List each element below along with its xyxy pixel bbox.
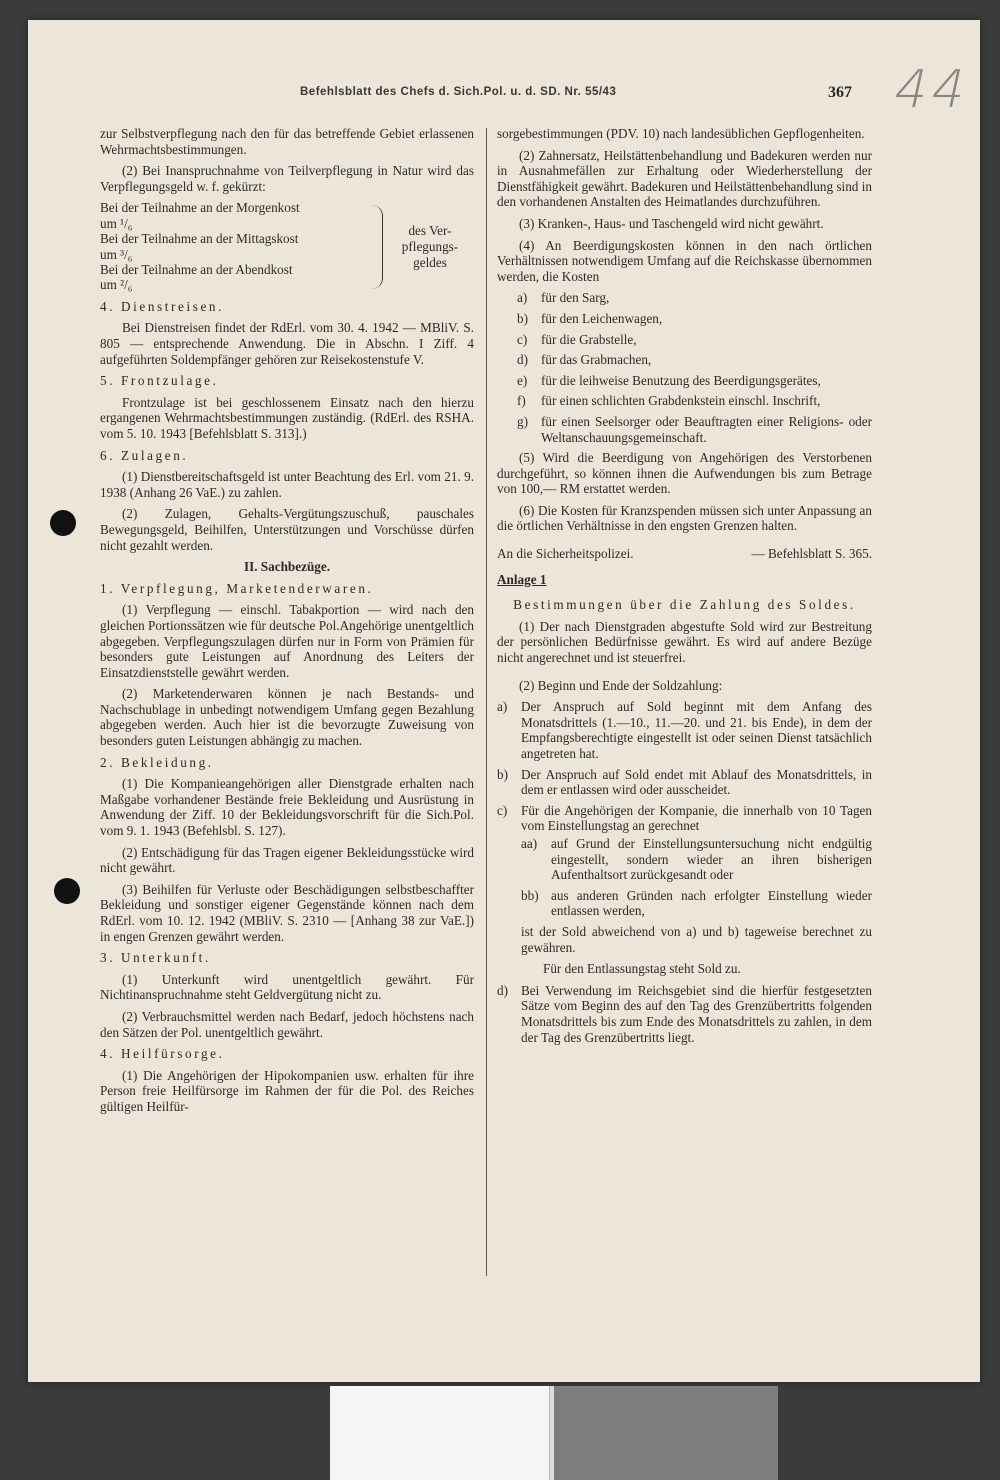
list-item bbox=[517, 290, 872, 306]
paragraph: (2) Bei Inanspruchnahme von Teilverpflegung in Natur wird das Verpflegungsgeld w. f. gekürzt: bbox=[100, 163, 474, 194]
list-text: für das Grabmachen, bbox=[541, 352, 652, 368]
annex-label: Anlage 1 bbox=[497, 571, 547, 587]
clause-label: c) bbox=[497, 802, 508, 818]
paragraph: (1) Die Angehörigen der Hipokompanien usw. erhalten für ihre Person freie Heilfürsorge im Rahmen der für die Pol. des Reiches gültigen Heilfür- bbox=[100, 1067, 474, 1114]
paragraph: sorgebestimmungen (PDV. 10) nach landesüblichen Gepflogenheiten. bbox=[497, 126, 865, 141]
paragraph: (3) Beihilfen für Verluste oder Beschädigungen selbstbeschaffter Bekleidung und sonstiger eigener Gegenstände können nach dem RdErl. vom 10. 12. 1942 (MBliV. S. 2310 — [Anhang 38 zur VaE.]) in engen Grenzen gewährt werden. bbox=[100, 881, 474, 944]
paragraph: (1) Der nach Dienstgraden abgestufte Sold wird zur Bestreitung der persönlichen Bedürfnisse gewährt. Es wird auf andere Bezüge nicht angerechnet und ist steuerfrei. bbox=[497, 618, 872, 666]
paragraph: ist der Sold abweichend von a) und b) tageweise berechnet zu gewähren. bbox=[521, 923, 872, 955]
clause-label: b) bbox=[497, 766, 508, 782]
punch-hole bbox=[50, 510, 76, 536]
paragraph: (2) Beginn und Ende der Soldzahlung: bbox=[519, 677, 723, 693]
punch-hole bbox=[54, 878, 80, 904]
paragraph: Für den Entlassungstag steht Sold zu. bbox=[543, 961, 741, 977]
subclause bbox=[521, 888, 872, 919]
subclause-text: aus anderen Gründen nach erfolgter Einstellung wieder entlassen werden, bbox=[551, 887, 872, 919]
list-text: für einen schlichten Grabdenkstein einschl. Inschrift, bbox=[541, 393, 821, 409]
list-text: für den Leichenwagen, bbox=[541, 310, 663, 326]
clause bbox=[497, 803, 872, 834]
deduction-line: um ³/₆ bbox=[100, 246, 133, 262]
brace-note: des Ver- pflegungs- geldes bbox=[401, 222, 459, 270]
clause-text: Für die Angehörigen der Kompanie, die innerhalb von 10 Tagen vom Einstellungstag an gerechnet bbox=[521, 802, 872, 834]
list-item bbox=[517, 393, 872, 409]
list-label: b) bbox=[517, 310, 528, 326]
deduction-table bbox=[100, 200, 474, 292]
cost-list bbox=[497, 290, 872, 445]
deduction-line: Bei der Teilnahme an der Morgenkost bbox=[100, 200, 300, 216]
paragraph: (3) Kranken-, Haus- und Taschengeld wird nicht gewährt. bbox=[519, 215, 824, 231]
paragraph: (1) Die Kompanieangehörigen aller Dienstgrade erhalten nach Maßgabe vorhandener Bestände freie Bekleidung und Ausrüstung in Anwendung der Ziff. 10 der Bekleidungsvorschrift für die Sich.Pol. vom 9. 1. 1943 (Befehlsbl. S. 127). bbox=[100, 776, 474, 839]
list-label: f) bbox=[517, 393, 526, 409]
deduction-lines bbox=[100, 200, 372, 292]
subclause-group bbox=[497, 836, 872, 977]
paragraph: (1) Unterkunft wird unentgeltlich gewährt. Für Nichtinanspruchnahme steht Geldvergütung nicht zu. bbox=[100, 971, 474, 1003]
section-heading: 1. Verpflegung, Marketenderwaren. bbox=[100, 580, 374, 596]
addressee: An die Sicherheitspolizei. bbox=[497, 546, 634, 562]
clause-text: Der Anspruch auf Sold endet mit Ablauf des Monatsdrittels, in dem er entlassen wird oder ausscheidet. bbox=[521, 766, 872, 798]
list-item bbox=[517, 373, 872, 389]
color-calibration-target bbox=[330, 1386, 778, 1480]
right-column bbox=[497, 126, 872, 1050]
list-label: e) bbox=[517, 372, 528, 388]
section-heading: 2. Bekleidung. bbox=[100, 754, 214, 770]
clause-text: Bei Verwendung im Reichsgebiet sind die hierfür festgesetzten Sätze vom Beginn des auf den Tag des Grenzübertritts folgenden Monatsdrittels bis zum Ende des Monatsdrittels zu zahlen, in dem der Tag des Grenzübertritts liegt. bbox=[521, 982, 872, 1045]
part-heading: II. Sachbezüge. bbox=[243, 559, 331, 575]
page-number: 367 bbox=[828, 84, 852, 101]
subclause-label: aa) bbox=[521, 835, 538, 851]
column-divider bbox=[486, 128, 487, 1276]
list-text: für die leihweise Benutzung des Beerdigungsgerätes, bbox=[541, 372, 821, 388]
list-label: g) bbox=[517, 413, 528, 429]
clause bbox=[497, 983, 872, 1045]
subclause bbox=[521, 836, 872, 883]
deduction-line: Bei der Teilnahme an der Mittagskost bbox=[100, 231, 299, 247]
paragraph: (2) Zulagen, Gehalts-Vergütungszuschuß, pauschales Bewegungsgeld, Beihilfen, Unterstützungen und Vorschüsse dürfen nicht gezahlt werden. bbox=[100, 506, 474, 553]
paragraph: (2) Marketenderwaren können je nach Bestands- und Nachschublage in unbedingt notwendigem Umfang gegen Bezahlung abgegeben werden. Auch hier ist die bevorzugte Zuweisung von besonders guten Leistungen abhängig zu machen. bbox=[100, 686, 474, 749]
paragraph: (2) Verbrauchsmittel werden nach Bedarf, jedoch höchstens nach den Sätzen der Pol. unentgeltlich gewährt. bbox=[100, 1008, 474, 1040]
section-heading: 4. Heilfürsorge. bbox=[100, 1046, 225, 1062]
section-heading: 3. Unterkunft. bbox=[100, 950, 211, 966]
left-column bbox=[100, 126, 474, 1121]
calibration-divider bbox=[550, 1386, 554, 1480]
list-label: a) bbox=[517, 290, 528, 306]
section-heading: 6. Zulagen. bbox=[100, 447, 189, 463]
handwritten-archive-number: 44 bbox=[888, 60, 976, 120]
list-label: c) bbox=[517, 331, 528, 347]
list-text: für die Grabstelle, bbox=[541, 331, 637, 347]
paragraph: (4) An Beerdigungskosten können in den nach örtlichen Verhältnissen notwendigem Umfang auf die Reichskasse übernommen werden, die Kosten bbox=[497, 237, 872, 284]
paragraph: (1) Dienstbereitschaftsgeld ist unter Beachtung des Erl. vom 21. 9. 1938 (Anhang 26 VaE.) zu zahlen. bbox=[100, 469, 474, 500]
paragraph: (2) Zahnersatz, Heilstättenbehandlung und Badekuren werden nur in Ausnahmefällen zur Erhaltung oder Wiederherstellung der Dienstfähigkeit gewährt. Badekuren und Heilstättenbehandlung sind in den vorhandenen Anstalten des Heimatlandes durchzuführen. bbox=[497, 147, 872, 210]
curly-brace bbox=[372, 205, 383, 289]
paragraph: zur Selbstverpflegung nach den für das betreffende Gebiet erlassenen Wehrmachtsbestimmungen. bbox=[100, 126, 474, 157]
subclause-text: auf Grund der Einstellungsuntersuchung nicht endgültig eingestellt, sondern wieder an ihren bisherigen Aufenthaltsort zurückgesandt oder bbox=[551, 835, 872, 883]
clause-label: d) bbox=[497, 982, 508, 998]
clause-label: a) bbox=[497, 699, 508, 715]
deduction-line: Bei der Teilnahme an der Abendkost bbox=[100, 262, 293, 277]
subclause-label: bb) bbox=[521, 887, 539, 903]
section-heading: 5. Frontzulage. bbox=[100, 373, 219, 389]
list-item bbox=[517, 352, 872, 368]
reference: — Befehlsblatt S. 365. bbox=[751, 546, 872, 562]
clause bbox=[497, 699, 872, 761]
list-text: für einen Seelsorger oder Beauftragten einer Religions- oder Weltanschauungsgemeinschaft. bbox=[541, 413, 872, 445]
list-text: für den Sarg, bbox=[541, 290, 610, 306]
addressee-line bbox=[497, 546, 872, 562]
deduction-line: um ¹/₆ bbox=[100, 215, 133, 231]
list-item bbox=[517, 332, 872, 348]
annex-title: Bestimmungen über die Zahlung des Soldes. bbox=[513, 597, 856, 613]
paragraph: (1) Verpflegung — einschl. Tabakportion — wird nach den gleichen Portionssätzen wie für deutsche Pol.Angehörige unentgeltlich abgegeben. Verpflegungszulagen dürfen nur in Form von Prämien für besonders gute Leistungen auf Anordnung des Leiters der Einsatzdienststelle gewährt werden. bbox=[100, 602, 474, 680]
paragraph: (6) Die Kosten für Kranzspenden müssen sich unter Anpassung an die örtlichen Verhältnisse in den engsten Grenzen halten. bbox=[497, 502, 872, 534]
paragraph: Frontzulage ist bei geschlossenem Einsatz nach den hierzu ergangenen Wehrmachtsbestimmungen zuständig. (RdErl. des RSHA. vom 5. 10. 1943 [Befehlsblatt S. 313].) bbox=[100, 394, 474, 441]
deduction-line: um ²/₆ bbox=[100, 277, 133, 293]
paragraph: (2) Entschädigung für das Tragen eigener Bekleidungsstücke wird nicht gewährt. bbox=[100, 844, 474, 876]
paragraph: (5) Wird die Beerdigung von Angehörigen des Verstorbenen durchgeführt, so können ihnen die Aufwendungen bis zum Betrage von 100,— RM erstattet werden. bbox=[497, 450, 872, 497]
clause bbox=[497, 767, 872, 798]
list-label: d) bbox=[517, 352, 528, 368]
list-item bbox=[517, 311, 872, 327]
section-heading: 4. Dienstreisen. bbox=[100, 298, 225, 314]
clause-text: Der Anspruch auf Sold beginnt mit dem Anfang des Monatsdrittels (1.—10., 11.—20. und 21. bis Ende), in dem der Empfangsberechtigte eingestellt ist oder seinen Dienst tatsächlich angetreten hat. bbox=[521, 699, 872, 761]
list-item bbox=[517, 414, 872, 445]
paragraph: Bei Dienstreisen findet der RdErl. vom 30. 4. 1942 — MBliV. S. 805 — entsprechende Anwendung. Die in Abschn. I Ziff. 4 aufgeführten Soldempfänger gehören zur Reisekostenstufe V. bbox=[100, 320, 474, 367]
running-header: Befehlsblatt des Chefs d. Sich.Pol. u. d. SD. Nr. 55/43 bbox=[300, 86, 617, 98]
